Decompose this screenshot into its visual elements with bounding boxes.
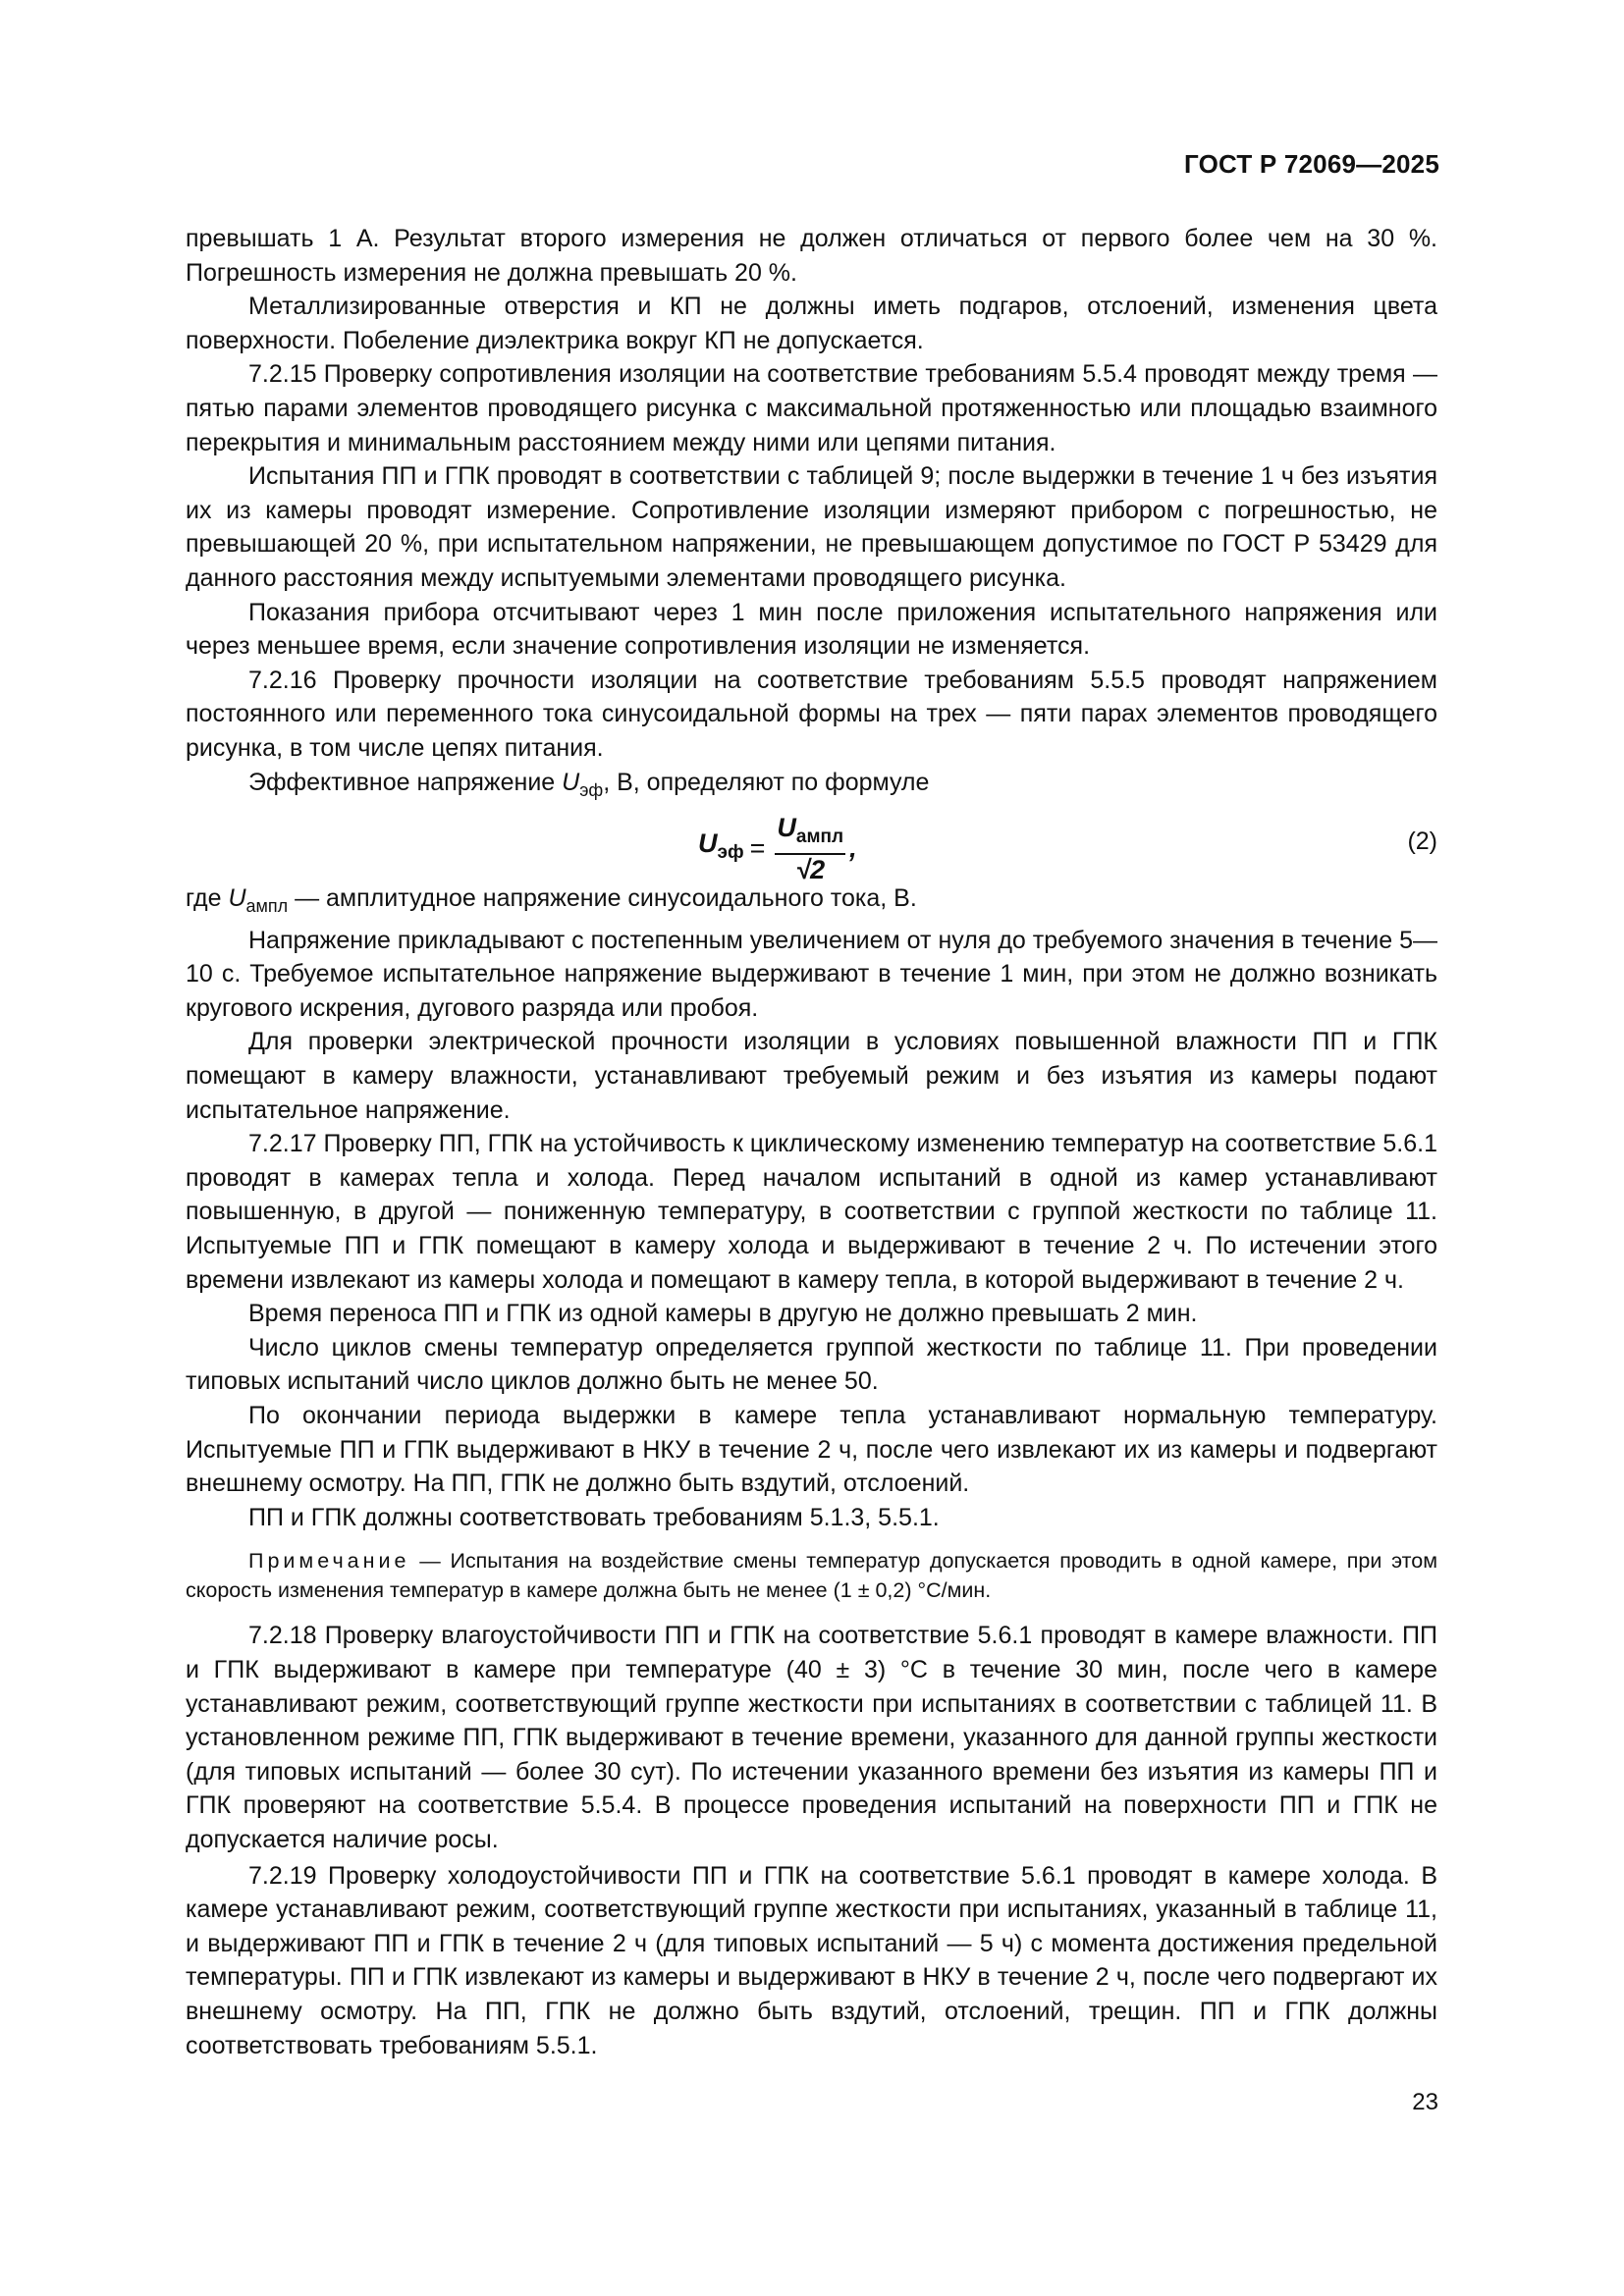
- paragraph: 7.2.16 Проверку прочности изоляции на соответствие требованиям 5.5.5 проводят напряжением постоянного или переменного тока синусоидальной формы на трех — пяти парах элементов проводящего рисунка, в том числе цепях питания.: [186, 666, 1437, 762]
- subscript: ампл: [795, 827, 844, 848]
- fraction-denominator: √2: [795, 855, 826, 885]
- text: где: [186, 884, 229, 913]
- formula-expression: [698, 813, 857, 884]
- text: Эффективное напряжение: [248, 768, 563, 796]
- paragraph: По окончании периода выдержки в камере тепла устанавливают нормальную температуру. Испытуемые ПП и ГПК выдерживают в НКУ в течение 2 ч, после чего извлекают их из камеры и подвергают внешнему осмотру. На ПП, ГПК не должно быть вздутий, отслоений.: [186, 1402, 1437, 1498]
- paragraph: Для проверки электрической прочности изоляции в условиях повышенной влажности ПП и ГПК помещают в камеру влажности, устанавливают требуемый режим и без изъятия из камеры подают испытательное напряжение.: [186, 1028, 1437, 1124]
- formula-lhs: [698, 827, 744, 871]
- formula-comma: ,: [849, 833, 857, 864]
- paragraph: 7.2.15 Проверку сопротивления изоляции на соответствие требованиям 5.5.4 проводят между тремя — пятью парами элементов проводящего рисунка с максимальной протяженностью или площадью взаимного перекрытия и минимальным расстоянием между ними или цепями питания.: [186, 360, 1437, 456]
- paragraph: 7.2.19 Проверку холодоустойчивости ПП и ГПК на соответствие 5.6.1 проводят в камере холода. В камере устанавливают режим, соответствующий группе жесткости при испытаниях, указанный в таблице 11, и выдерживают ПП и ГПК в течение 2 ч (для типовых испытаний — 5 ч) с момента достижения предельной температуры. ПП и ГПК извлекают из камеры и выдерживают в НКУ в течение 2 ч, после чего подвергают их внешнему осмотру. На ПП, ГПК не должно быть вздутий, отслоений, трещин. ПП и ГПК должны соответствовать требованиям 5.5.1.: [186, 1861, 1437, 2059]
- note: [186, 1546, 1437, 1605]
- text: — амплитудное напряжение синусоидального тока, В.: [288, 884, 917, 913]
- equals-sign: =: [749, 833, 766, 864]
- formula-fraction: [775, 813, 845, 884]
- variable: U: [228, 884, 246, 913]
- page-number: 23: [1412, 2089, 1438, 2115]
- paragraph: Число циклов смены температур определяется группой жесткости по таблице 11. При проведении типовых испытаний число циклов должно быть не менее 50.: [186, 1333, 1437, 1396]
- paragraph: ПП и ГПК должны соответствовать требованиям 5.1.3, 5.5.1.: [248, 1503, 940, 1531]
- equation-number: (2): [1407, 828, 1437, 856]
- paragraph: Время переноса ПП и ГПК из одной камеры в другую не должно превышать 2 мин.: [248, 1300, 1198, 1328]
- variable: U: [562, 768, 580, 796]
- paragraph: Напряжение прикладывают с постепенным увеличением от нуля до требуемого значения в течение 5—10 с. Требуемое испытательное напряжение выдерживают в течение 1 мин, при этом не должно возникать кругового искрения, дугового разряда или пробоя.: [186, 926, 1437, 1022]
- paragraph: Испытания ПП и ГПК проводят в соответствии с таблицей 9; после выдержки в течение 1 ч без изъятия их из камеры проводят измерение. Сопротивление изоляции измеряют прибором с погрешностью, не превышающей 20 %, при испытательном напряжении, не превышающем допустимое по ГОСТ Р 53429 для данного расстояния между испытуемыми элементами проводящего рисунка.: [186, 462, 1437, 592]
- paragraph: Показания прибора отсчитывают через 1 мин после приложения испытательного напряжения или через меньшее время, если значение сопротивления изоляции не изменяется.: [186, 598, 1437, 661]
- variable: U: [777, 813, 796, 843]
- paragraph: 7.2.17 Проверку ПП, ГПК на устойчивость к циклическому изменению температур на соответствие 5.6.1 проводят в камерах тепла и холода. Перед началом испытаний в одной из камер устанавливают повышенную, в другой — пониженную температуру, в соответствии с группой жесткости по таблице 11. Испытуемые ПП и ГПК помещают в камеру холода и выдерживают в течение 2 ч. По истечении этого времени извлекают из камеры холода и помещают в камеру тепла, в которой выдерживают в течение 2 ч.: [186, 1130, 1437, 1294]
- note-text: — Испытания на воздействие смены температур допускается проводить в одной камере, при этом скорость изменения температур в камере должна быть не менее (1 ± 0,2) °С/мин.: [186, 1549, 1437, 1603]
- note-label: Примечание: [248, 1549, 410, 1574]
- paragraph-formula-intro: [186, 766, 1437, 808]
- paragraph-where: [186, 881, 1437, 924]
- document-header: ГОСТ Р 72069—2025: [1184, 149, 1439, 179]
- formula-block: [186, 809, 1437, 885]
- subscript: ампл: [245, 896, 289, 917]
- fraction-numerator: [775, 813, 845, 855]
- document-body: [186, 222, 1437, 2062]
- paragraph: 7.2.18 Проверку влагоустойчивости ПП и ГПК на соответствие 5.6.1 проводят в камере влажности. ПП и ГПК выдерживают в камере при температуре (40 ± 3) °С в течение 30 мин, после чего в камере устанавливают режим, соответствующий группе жесткости при испытаниях в соответствии с таблицей 11. В установленном режиме ПП, ГПК выдерживают в течение времени, указанного для данной группы жесткости (для типовых испытаний — более 30 сут). По истечении указанного времени без изъятия из камеры ПП и ГПК проверяют на соответствие 5.5.4. В процессе проведения испытаний на поверхности ПП и ГПК не допускается наличие росы.: [186, 1622, 1437, 1853]
- text: , В, определяют по формуле: [603, 768, 930, 796]
- subscript: эф: [717, 842, 744, 864]
- paragraph: превышать 1 А. Результат второго измерения не должен отличаться от первого более чем на 30 %. Погрешность измерения не должна превышать 20 %.: [186, 225, 1437, 287]
- variable: U: [698, 828, 718, 859]
- subscript: эф: [579, 779, 604, 800]
- paragraph: Металлизированные отверстия и КП не должны иметь подгаров, отслоений, изменения цвета поверхности. Побеление диэлектрика вокруг КП не допускается.: [186, 293, 1437, 354]
